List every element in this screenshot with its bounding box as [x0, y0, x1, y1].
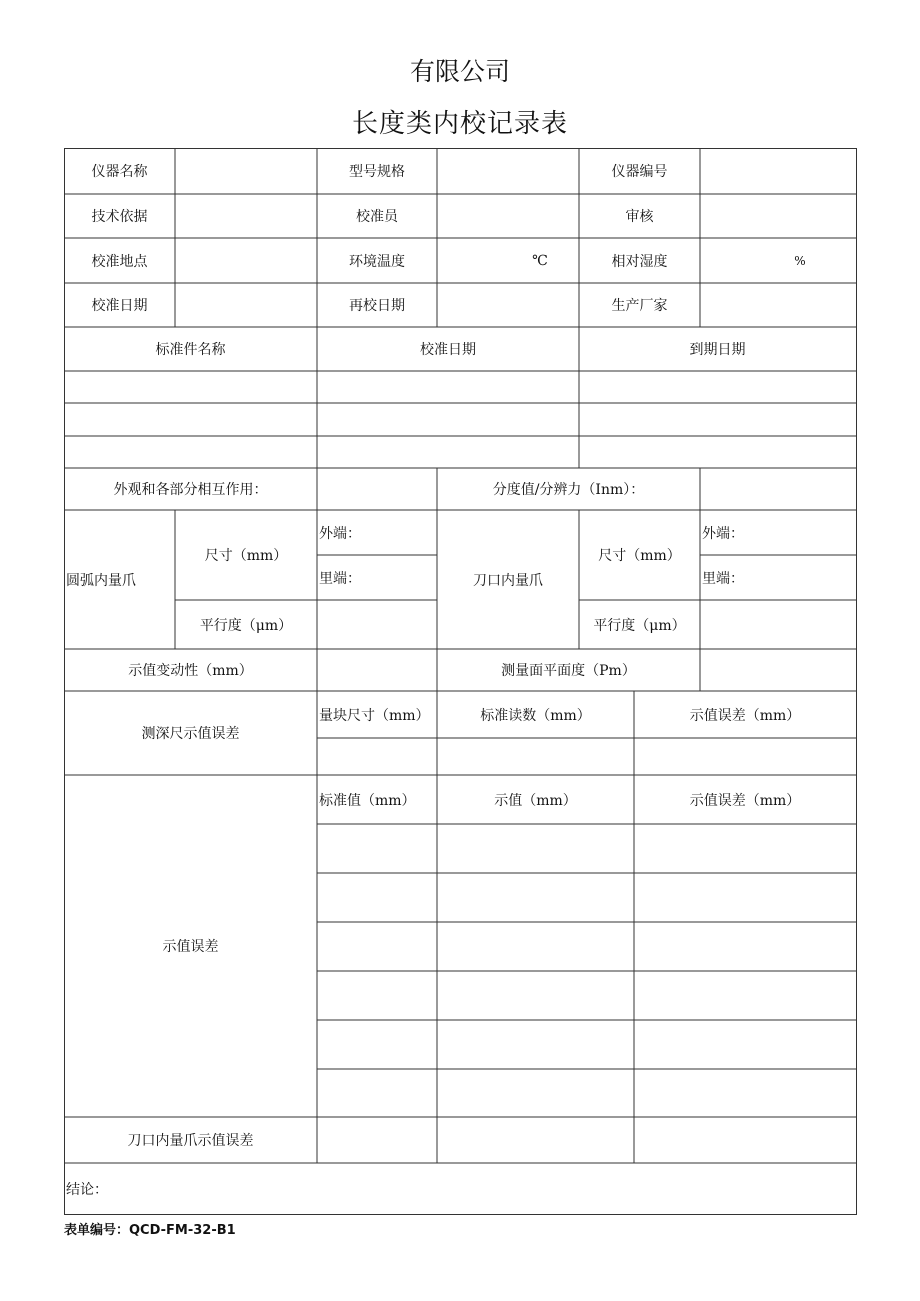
- label-recal-date: 再校日期: [349, 298, 405, 314]
- header-gauge-block-size: 量块尺寸（mm）: [319, 707, 430, 724]
- label-knife-size: 尺寸（mm）: [598, 548, 681, 564]
- humidity-unit: %: [794, 253, 806, 268]
- label-calibrator: 校准员: [356, 209, 398, 225]
- label-reviewer: 审核: [625, 209, 654, 225]
- label-appearance: 外观和各部分相互作用：: [113, 482, 268, 498]
- header-indication-value: 示值（mm）: [494, 792, 577, 809]
- label-indication-error: 示值误差: [162, 939, 219, 955]
- header-depth-indication-error: 示值误差（mm）: [689, 707, 801, 724]
- header-standard-name: 标准件名称: [155, 342, 226, 358]
- label-depth-error: 测深尺示值误差: [141, 726, 240, 742]
- label-env-temp: 环境温度: [349, 253, 405, 270]
- label-arc-size: 尺寸（mm）: [204, 548, 288, 564]
- label-arc-inner: 里端：: [319, 570, 361, 587]
- label-knife-inner: 里端：: [702, 570, 744, 587]
- label-arc-outer: 外端：: [319, 525, 361, 542]
- label-tech-basis: 技术依据: [91, 209, 148, 225]
- form-number: 表单编号：QCD-FM-32-B1: [64, 1223, 236, 1238]
- label-location: 校准地点: [91, 253, 148, 270]
- label-instrument-name: 仪器名称: [91, 164, 148, 180]
- company-name: 有限公司: [409, 57, 510, 86]
- header-standard-value: 标准值（mm）: [319, 792, 416, 809]
- label-cal-date: 校准日期: [91, 298, 148, 314]
- header-standard-due-date: 到期日期: [689, 342, 746, 358]
- header-indication-error: 示值误差（mm）: [689, 792, 801, 809]
- label-variation: 示值变动性（mm）: [128, 663, 253, 679]
- label-manufacturer: 生产厂家: [611, 298, 668, 314]
- label-resolution: 分度值/分辨力（Inm）：: [492, 482, 645, 498]
- header-standard-cal-date: 校准日期: [420, 342, 476, 358]
- header-standard-reading: 标准读数（mm）: [480, 707, 591, 724]
- label-knife-indication-error: 刀口内量爪示值误差: [127, 1133, 254, 1149]
- label-knife-parallel: 平行度（μm）: [593, 617, 686, 634]
- label-instrument-no: 仪器编号: [611, 164, 668, 180]
- label-flatness: 测量面平面度（Pm）: [501, 663, 636, 679]
- temp-unit: ℃: [532, 252, 548, 269]
- label-arc-parallel: 平行度（μm）: [199, 617, 293, 634]
- label-arc-inner-jaw: 圆弧内量爪: [66, 572, 136, 589]
- label-conclusion: 结论：: [66, 1182, 108, 1198]
- label-knife-outer: 外端：: [702, 525, 744, 542]
- label-model-spec: 型号规格: [349, 164, 405, 180]
- label-humidity: 相对湿度: [611, 253, 668, 270]
- label-knife-inner-jaw: 刀口内量爪: [473, 572, 543, 589]
- form-title: 长度类内校记录表: [351, 109, 568, 139]
